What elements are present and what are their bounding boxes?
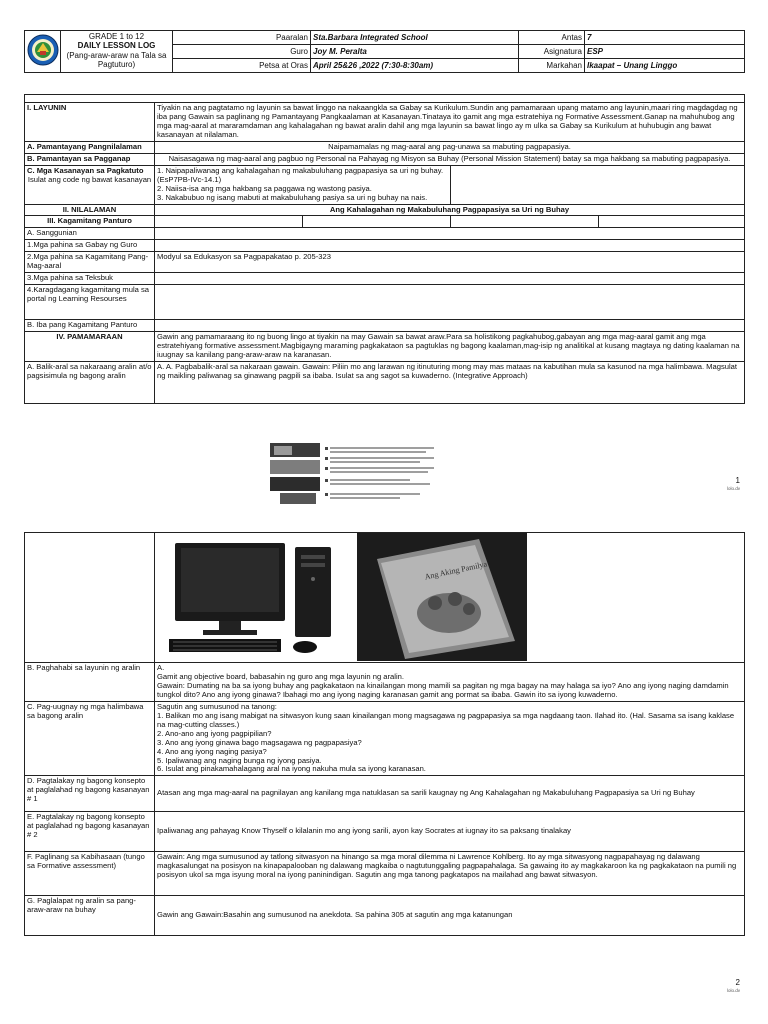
kasanayan-list	[155, 165, 451, 204]
teksbuk-label: 3.Mga pahina sa Teksbuk	[25, 273, 155, 285]
paaralan-label: Paaralan	[173, 31, 311, 45]
e-text: Ipaliwanag ang pahayag Know Thyself o kilalanin mo ang iyong sarili, ayon kay Socrates at iugnay ito sa paksang tinalakay	[155, 812, 745, 852]
f-text: Gawain: Ang mga sumusunod ay tatlong sitwasyon na hinango sa mga moral dilemma ni Lawrence Kohlberg. Ito ay mga sitwasyong nagpapahayag ng dalawang magkasalungat na posisyon na kinapapalooban ng dalawang magkaiba o nagtutunggaling pagpapahalaga. Sa gawaing ito ay magkakaroon ka ng pagkakataon na pumili ng posisyon ukol sa mga isyung moral na iyong paninindigan. Sagutin ang mga tanong pagkatapos na mailahad ang bawat sitwasyon.	[155, 852, 745, 896]
page-2-footer	[727, 978, 740, 993]
dll-title: DAILY LESSON LOG	[77, 41, 156, 51]
f-label: F. Paglinang sa Kabihasaan (tungo sa Formative assessment)	[25, 852, 155, 896]
teksbuk-value	[155, 273, 745, 285]
kasanayan-item-1: 1. Naipapaliwanag ang kahalagahan ng makabuluhang pagpapasiya sa uri ng buhay. (EsP7PB-IVc-14.1)	[157, 165, 444, 184]
pagugnay-line: 2. Ano-ano ang iyong pagpipilian?	[157, 728, 272, 738]
iba-label: B. Iba pang Kagamitang Panturo	[25, 320, 155, 332]
pangnilalaman-label: A. Pamantayang Pangnilalaman	[25, 141, 155, 153]
blank-row	[25, 95, 745, 103]
kasanayan-sub: Isulat ang code ng bawat kasanayan	[27, 174, 152, 184]
page-1-footer	[727, 476, 740, 491]
pagugnay-line: Sagutin ang sumusunod na tanong:	[157, 701, 277, 711]
page-2-tiny-text: lolo.dv	[726, 988, 740, 993]
pangnilalaman-text: Naipamamalas ng mag-aaral ang pag-unawa sa mabuting pagpapasiya.	[155, 141, 745, 153]
kagamitan-pang-value: Modyul sa Edukasyon sa Pagpapakatao p. 205-323	[155, 252, 745, 273]
petsa-label: Petsa at Oras	[173, 59, 311, 73]
pagugnay-line: 4. Ano ang iyong naging pasiya?	[157, 746, 267, 756]
paaralan-value: Sta.Barbara Integrated School	[311, 31, 519, 45]
markahan-label: Markahan	[519, 59, 585, 73]
kasanayan-item-3: 3. Nakabubuo ng isang mabuti at makabuluhang pasiya sa uri ng buhay na nais.	[157, 192, 428, 202]
guro-label: Guro	[173, 45, 311, 59]
page-1-tiny-text: lolo.dv	[726, 486, 740, 491]
computer-picture	[155, 533, 355, 661]
kasanayan-label-cell	[25, 165, 155, 204]
layunin-label: I. LAYUNIN	[25, 103, 155, 142]
title-cell	[61, 31, 173, 73]
pamamaraan-text: Gawin ang pamamaraang ito ng buong lingo at tiyakin na may Gawain sa bawat araw.Para sa holistikong pagkahubog,gabayan ang mga mag-aaral gamit ang mga estratehiyang formative assessment.Magbigayng maraming pagkakataon sa pagtuklas ng bagong kaalaman,mag-isip ng analitikal at kusang magtaya ng dating kaalaman na iuugnay sa kanilang pang-araw-araw na karanasan.	[155, 332, 745, 362]
pamamaraan-label: IV. PAMAMARAAN	[25, 332, 155, 362]
pictures-label-cell	[25, 533, 155, 663]
paghahabi-label: B. Paghahabi sa layunin ng aralin	[25, 663, 155, 702]
grade-label: GRADE 1 to 12	[88, 32, 145, 41]
g-text: Gawin ang Gawain:Basahin ang sumusunod na anekdota. Sa pahina 305 at sagutin ang mga katanungan	[155, 896, 745, 936]
balik-text: A. A. Pagbabalik-aral sa nakaraan gawain. Gawain: Piliin mo ang larawan ng itinuturing mong may mas mataas na kabutihan mula sa kasunod na mga halimbawa. Magsulat ng maikling paliwanag sa ginawang pagpili sa ibaba. Isulat sa ang sagot sa kuwaderno. (Integrative Approach)	[155, 362, 745, 404]
lesson-table-page-2	[24, 532, 745, 936]
dll-subtitle: (Pang-araw-araw na Tala sa Pagtuturo)	[66, 50, 167, 70]
sanggunian-value	[155, 228, 745, 240]
asignatura-value: ESP	[585, 45, 745, 59]
guro-value: Joy M. Peralta	[311, 45, 519, 59]
asignatura-label: Asignatura	[519, 45, 585, 59]
pagugnay-line: 6. Isulat ang pinakamahalagang aral na iyong nakuha mula sa iyong karanasan.	[157, 764, 426, 774]
karagdagang-label: 4.Karagdagang kagamitang mula sa portal ng Learning Resourses	[25, 285, 155, 320]
pagganap-label: B. Pamantayan sa Pagganap	[25, 153, 155, 165]
kagamitan-cell-3	[451, 216, 599, 228]
antas-value: 7	[585, 31, 745, 45]
d-label: D. Pagtalakay ng bagong konsepto at paglalahad ng bagong kasanayan # 1	[25, 776, 155, 812]
paghahabi-text: A. Gamit ang objective board, babasahin ng guro ang mga layunin ng aralin. Gawain: Dumating na ba sa iyong buhay ang pagkakataon na kinailangan mong mamili sa pagitan ng mga bagay na may halaga sa iyo? Ano ang iyong naging damdamin tungkol dito? Ano ang iyong ginawa? Ibahagi mo ang iyong naging karanasan gamit ang pormat sa ibaba. Gawin ito sa iyong kuwaderno.	[155, 663, 745, 702]
karagdagang-value	[155, 285, 745, 320]
pagugnay-line: 5. Ipaliwanag ang naging bunga ng iyong pasiya.	[157, 755, 322, 765]
gabay-label: 1.Mga pahina sa Gabay ng Guro	[25, 240, 155, 252]
balik-label: A. Balik-aral sa nakaraang aralin at/o pagsisimula ng bagong aralin	[25, 362, 155, 404]
layunin-text: Tiyakin na ang pagtatamo ng layunin sa bawat linggo na nakaangkla sa Gabay sa Kurikulum.Sundin ang pamamaraan upang matamo ang layunin,maari ring magdagdag ng iba pang Gawain sa paglinang ng Pamantayang Pangkaalaman at Kasanayan.Tinataya ito gamit ang mga estratehiya ng Formative Assessment.Ganap na mahuhubog ang mga mag-aaral at mararamdaman ang kahalagahan ng bawat aralin dahil ang mga layunin sa bawat lingo ay m ulka sa Gabay sa Kurikulum at huhubugin ang bawat kasanayan at nilalaman.	[155, 103, 745, 142]
kagamitan-cell-2	[303, 216, 451, 228]
kagamitan-pang-label: 2.Mga pahina sa Kagamitang Pang-Mag-aaral	[25, 252, 155, 273]
page-1-number: 1	[735, 476, 740, 485]
header-table	[24, 30, 745, 73]
kasanayan-empty	[451, 165, 745, 204]
iba-value	[155, 320, 745, 332]
book-cover-picture	[357, 533, 527, 661]
e-label: E. Pagtalakay ng bagong konsepto at paglalahad ng bagong kasanayan # 2	[25, 812, 155, 852]
pagganap-text: Naisasagawa ng mag-aaral ang pagbuo ng Personal na Pahayag ng Misyon sa Buhay (Personal Mission Statement) batay sa mga hakbang sa mabuting pagpapasiya.	[155, 153, 745, 165]
pictures-cell	[155, 533, 745, 663]
school-seal-logo	[27, 34, 59, 66]
school-logo-cell	[25, 31, 61, 73]
g-label: G. Paglalapat ng aralin sa pang-araw-araw na buhay	[25, 896, 155, 936]
kagamitan-label: III. Kagamitang Panturo	[25, 216, 155, 228]
kasanayan-item-2: 2. Naiisa-isa ang mga hakbang sa paggawa ng wastong pasiya.	[157, 183, 372, 193]
d-text: Atasan ang mga mag-aaral na pagnilayan ang kanilang mga natuklasan sa sarili kaugnay ng Ang Kahalagahan ng Makabuluhang Pagpapasiya sa Uri ng Buhay	[155, 776, 745, 812]
pagugnay-list	[155, 701, 745, 776]
kasanayan-label: C. Mga Kasanayan sa Pagkatuto	[27, 165, 144, 175]
nilalaman-text: Ang Kahalagahan ng Makabuluhang Pagpapasiya sa Uri ng Buhay	[155, 204, 745, 216]
gabay-value	[155, 240, 745, 252]
nilalaman-label: II. NILALAMAN	[25, 204, 155, 216]
balik-aral-picture-grid	[270, 443, 440, 505]
kagamitan-cell-4	[599, 216, 745, 228]
kagamitan-cell-1	[155, 216, 303, 228]
page-2-number: 2	[735, 978, 740, 987]
petsa-value: April 25&26 ,2022 (7:30-8:30am)	[311, 59, 519, 73]
pagugnay-line: 3. Ano ang iyong ginawa bago magsagawa ng pagpapasiya?	[157, 737, 362, 747]
pagugnay-line: 1. Balikan mo ang isang mabigat na sitwasyon kung saan kinailangan mong magsagawa ng pagpapasiya sa mga nagdaang taon. Ilahad ito. (Hal. Sasama sa isang kaklase na mag-cutting classes.)	[157, 710, 735, 729]
lesson-table-page-1	[24, 94, 745, 404]
markahan-value: Ikaapat – Unang Linggo	[585, 59, 745, 73]
sanggunian-label: A. Sanggunian	[25, 228, 155, 240]
book-title: Ang Aking Pamilya	[423, 559, 488, 582]
pagugnay-label: C. Pag-uugnay ng mga halimbawa sa bagong aralin	[25, 701, 155, 776]
antas-label: Antas	[519, 31, 585, 45]
